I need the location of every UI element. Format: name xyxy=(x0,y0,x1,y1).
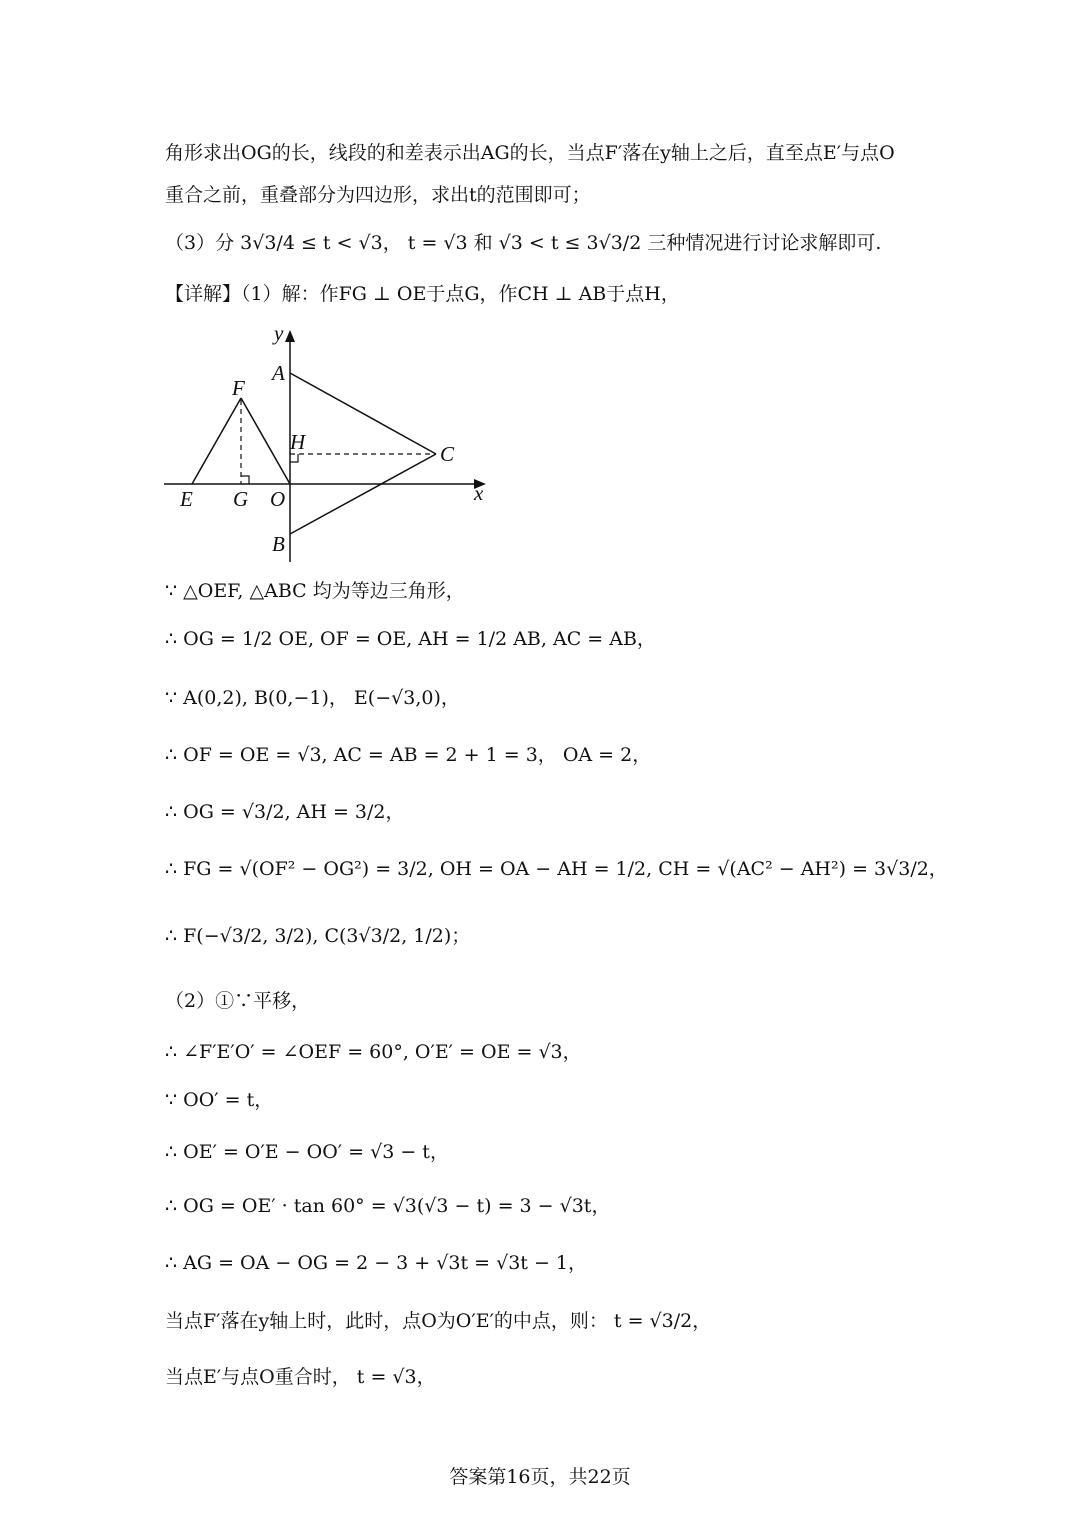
label-o: O xyxy=(270,487,286,511)
label-e: E xyxy=(180,487,193,511)
text-line-18: 当点F′落在y轴上时，此时，点O为O′E′的中点，则： t = √3/2， xyxy=(165,1310,712,1332)
right-angle-h xyxy=(290,454,298,462)
label-f: F xyxy=(232,376,245,400)
text-line-13: ∴ ∠F′E′O′ = ∠OEF = 60°, O′E′ = OE = √3， xyxy=(165,1041,582,1063)
label-c: C xyxy=(440,442,455,466)
label-b: B xyxy=(272,532,285,556)
label-a: A xyxy=(272,361,285,385)
y-axis-arrow xyxy=(285,330,295,342)
text-line-4: 【详解】（1）解：作FG ⊥ OE于点G，作CH ⊥ AB于点H， xyxy=(165,283,680,305)
label-y: y xyxy=(274,321,284,345)
text-line-14: ∵ OO′ = t， xyxy=(165,1089,274,1111)
label-g: G xyxy=(233,487,249,511)
text-line-7: ∵ A(0,2), B(0,−1)， E(−√3,0)， xyxy=(165,687,460,709)
text-line-15: ∴ OE′ = O′E − OO′ = √3 − t， xyxy=(165,1141,449,1163)
text-line-1: 角形求出OG的长，线段的和差表示出AG的长，当点F′落在y轴上之后，直至点E′与点O xyxy=(165,142,895,164)
text-line-9: ∴ OG = √3/2, AH = 3/2， xyxy=(165,801,405,823)
page-footer: 答案第16页，共22页 xyxy=(449,1466,631,1488)
text-line-16: ∴ OG = OE′ · tan 60° = √3(√3 − t) = 3 − √3t， xyxy=(165,1195,611,1217)
label-h: H xyxy=(290,430,306,454)
segment-ef xyxy=(192,398,241,484)
text-line-6: ∴ OG = 1/2 OE, OF = OE, AH = 1/2 AB, AC = AB， xyxy=(165,628,656,650)
text-line-2: 重合之前，重叠部分为四边形，求出t的范围即可； xyxy=(165,184,591,206)
segment-fo xyxy=(241,398,290,484)
text-line-12: （2）①∵平移， xyxy=(165,990,311,1012)
text-line-5: ∵ △OEF, △ABC 均为等边三角形， xyxy=(165,580,465,602)
geometry-figure xyxy=(160,318,500,568)
text-line-19: 当点E′与点O重合时， t = √3， xyxy=(165,1366,436,1388)
text-line-17: ∴ AG = OA − OG = 2 − 3 + √3t = √3t − 1， xyxy=(165,1252,587,1274)
text-line-3: （3）分 3√3/4 ≤ t < √3， t = √3 和 √3 < t ≤ 3√3/2 三种情况进行讨论求解即可. xyxy=(165,232,882,254)
segment-bc xyxy=(290,454,436,534)
text-line-10: ∴ FG = √(OF² − OG²) = 3/2, OH = OA − AH = 1/2, CH = √(AC² − AH²) = 3√3/2， xyxy=(165,858,948,880)
right-angle-g xyxy=(241,476,249,484)
label-x: x xyxy=(474,481,484,505)
segment-ac xyxy=(290,373,436,454)
text-line-11: ∴ F(−√3/2, 3/2), C(3√3/2, 1/2)； xyxy=(165,925,471,947)
text-line-8: ∴ OF = OE = √3, AC = AB = 2 + 1 = 3， OA = 2， xyxy=(165,744,652,766)
